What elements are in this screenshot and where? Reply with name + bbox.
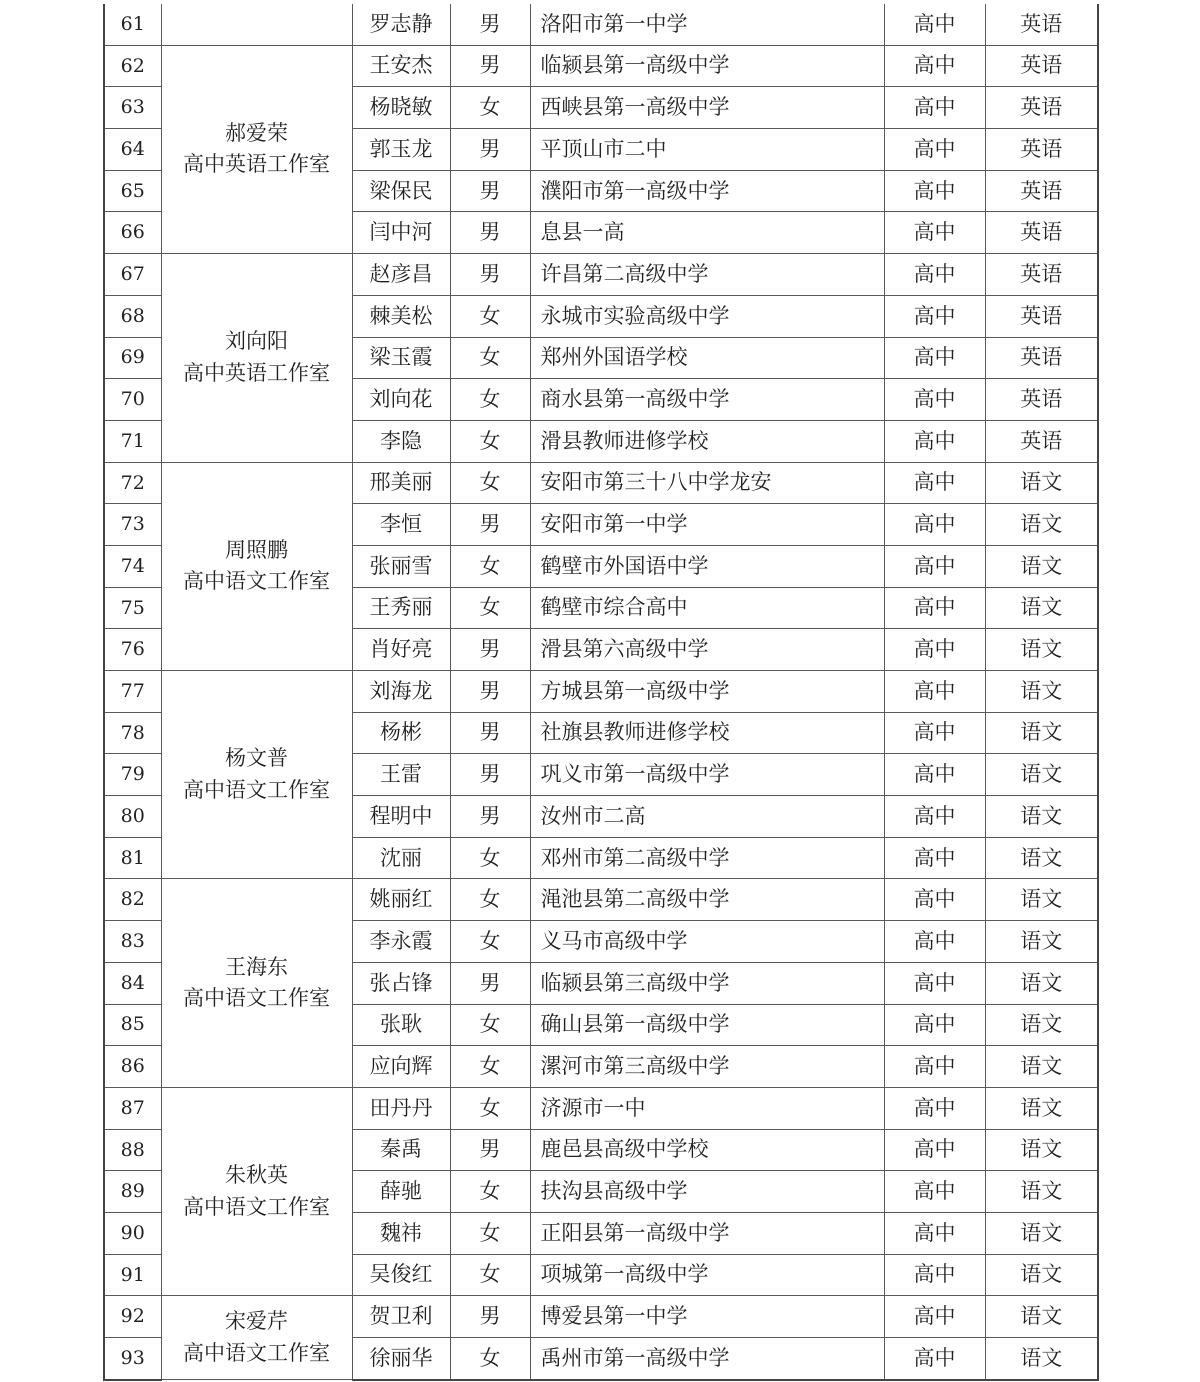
subject-cell: 英语: [985, 45, 1098, 87]
gender-cell: 女: [450, 1004, 530, 1046]
school-level-cell: 高中: [884, 1087, 985, 1129]
row-number-cell: 78: [104, 712, 161, 754]
subject-cell: 语文: [985, 712, 1098, 754]
subject-cell: 语文: [985, 1296, 1098, 1338]
teacher-name-cell: 李永霞: [352, 921, 450, 963]
studio-leader: 杨文普: [225, 746, 288, 771]
subject-cell: 语文: [985, 1046, 1098, 1088]
gender-cell: 男: [450, 671, 530, 713]
studio-cell: [161, 879, 352, 1087]
row-number-cell: 82: [104, 879, 161, 921]
gender-cell: 男: [450, 754, 530, 796]
school-level-cell: 高中: [884, 545, 985, 587]
school-name-cell: 鹤壁市外国语中学: [530, 545, 884, 587]
gender-cell: 男: [450, 962, 530, 1004]
subject-cell: 语文: [985, 504, 1098, 546]
gender-cell: 男: [450, 254, 530, 296]
studio-title: 高中英语工作室: [183, 360, 330, 385]
gender-cell: 女: [450, 1087, 530, 1129]
school-name-cell: 郑州外国语学校: [530, 337, 884, 379]
school-name-cell: 正阳县第一高级中学: [530, 1212, 884, 1254]
subject-cell: 语文: [985, 1004, 1098, 1046]
table-row: [104, 671, 1098, 713]
teacher-name-cell: 魏祎: [352, 1212, 450, 1254]
subject-cell: 语文: [985, 921, 1098, 963]
teacher-name-cell: 郭玉龙: [352, 129, 450, 171]
gender-cell: 男: [450, 796, 530, 838]
teacher-name-cell: 邢美丽: [352, 462, 450, 504]
gender-cell: 女: [450, 1046, 530, 1088]
gender-cell: 男: [450, 1129, 530, 1171]
subject-cell: 语文: [985, 796, 1098, 838]
school-level-cell: 高中: [884, 254, 985, 296]
gender-cell: 男: [450, 712, 530, 754]
row-number-cell: 64: [104, 129, 161, 171]
teacher-name-cell: 程明中: [352, 796, 450, 838]
school-name-cell: 商水县第一高级中学: [530, 379, 884, 421]
subject-cell: 英语: [985, 254, 1098, 296]
school-name-cell: 永城市实验高级中学: [530, 295, 884, 337]
studio-leader: 朱秋英: [225, 1163, 288, 1188]
subject-cell: 语文: [985, 1212, 1098, 1254]
subject-cell: 英语: [985, 295, 1098, 337]
teacher-name-cell: 杨晓敏: [352, 87, 450, 129]
school-name-cell: 社旗县教师进修学校: [530, 712, 884, 754]
row-number-cell: 87: [104, 1087, 161, 1129]
teacher-name-cell: 张占锋: [352, 962, 450, 1004]
school-name-cell: 济源市一中: [530, 1087, 884, 1129]
school-name-cell: 汝州市二高: [530, 796, 884, 838]
studio-leader: 刘向阳: [225, 329, 288, 354]
school-level-cell: 高中: [884, 420, 985, 462]
school-level-cell: 高中: [884, 462, 985, 504]
teacher-name-cell: 王安杰: [352, 45, 450, 87]
school-name-cell: 扶沟县高级中学: [530, 1171, 884, 1213]
gender-cell: 男: [450, 129, 530, 171]
school-name-cell: 西峡县第一高级中学: [530, 87, 884, 129]
row-number-cell: 66: [104, 212, 161, 254]
gender-cell: 男: [450, 45, 530, 87]
teacher-name-cell: 闫中河: [352, 212, 450, 254]
school-level-cell: 高中: [884, 1338, 985, 1380]
gender-cell: 女: [450, 337, 530, 379]
subject-cell: 语文: [985, 754, 1098, 796]
gender-cell: 女: [450, 1171, 530, 1213]
school-name-cell: 临颍县第一高级中学: [530, 45, 884, 87]
school-level-cell: 高中: [884, 962, 985, 1004]
school-level-cell: 高中: [884, 504, 985, 546]
table-row: [104, 254, 1098, 296]
school-name-cell: 博爱县第一中学: [530, 1296, 884, 1338]
gender-cell: 女: [450, 1338, 530, 1380]
school-level-cell: 高中: [884, 1129, 985, 1171]
school-name-cell: 项城第一高级中学: [530, 1254, 884, 1296]
teacher-name-cell: 田丹丹: [352, 1087, 450, 1129]
studio-cell: [161, 671, 352, 879]
studio-title: 高中语文工作室: [183, 569, 330, 594]
teacher-name-cell: 贺卫利: [352, 1296, 450, 1338]
row-number-cell: 74: [104, 545, 161, 587]
teacher-name-cell: 王秀丽: [352, 587, 450, 629]
subject-cell: 语文: [985, 1338, 1098, 1380]
school-name-cell: 确山县第一高级中学: [530, 1004, 884, 1046]
teacher-name-cell: 棘美松: [352, 295, 450, 337]
school-name-cell: 禹州市第一高级中学: [530, 1338, 884, 1380]
school-level-cell: 高中: [884, 879, 985, 921]
subject-cell: 语文: [985, 1087, 1098, 1129]
school-level-cell: 高中: [884, 1212, 985, 1254]
subject-cell: 英语: [985, 170, 1098, 212]
school-level-cell: 高中: [884, 1004, 985, 1046]
row-number-cell: 61: [104, 4, 161, 45]
teacher-name-cell: 姚丽红: [352, 879, 450, 921]
gender-cell: 女: [450, 420, 530, 462]
row-number-cell: 91: [104, 1254, 161, 1296]
school-level-cell: 高中: [884, 129, 985, 171]
gender-cell: 女: [450, 1212, 530, 1254]
gender-cell: 女: [450, 837, 530, 879]
school-name-cell: 巩义市第一高级中学: [530, 754, 884, 796]
school-name-cell: 临颍县第三高级中学: [530, 962, 884, 1004]
school-level-cell: 高中: [884, 712, 985, 754]
row-number-cell: 86: [104, 1046, 161, 1088]
school-level-cell: 高中: [884, 1171, 985, 1213]
gender-cell: 女: [450, 1254, 530, 1296]
row-number-cell: 83: [104, 921, 161, 963]
subject-cell: 英语: [985, 212, 1098, 254]
gender-cell: 男: [450, 504, 530, 546]
school-name-cell: 濮阳市第一高级中学: [530, 170, 884, 212]
school-name-cell: 安阳市第三十八中学龙安: [530, 462, 884, 504]
teacher-name-cell: 肖好亮: [352, 629, 450, 671]
school-level-cell: 高中: [884, 671, 985, 713]
row-number-cell: 65: [104, 170, 161, 212]
gender-cell: 男: [450, 170, 530, 212]
gender-cell: 男: [450, 212, 530, 254]
row-number-cell: 79: [104, 754, 161, 796]
table-row: [104, 1087, 1098, 1129]
teacher-name-cell: 赵彦昌: [352, 254, 450, 296]
school-level-cell: 高中: [884, 212, 985, 254]
school-name-cell: 息县一高: [530, 212, 884, 254]
school-name-cell: 渑池县第二高级中学: [530, 879, 884, 921]
row-number-cell: 84: [104, 962, 161, 1004]
teacher-name-cell: 杨彬: [352, 712, 450, 754]
subject-cell: 语文: [985, 1129, 1098, 1171]
row-number-cell: 88: [104, 1129, 161, 1171]
row-number-cell: 70: [104, 379, 161, 421]
teacher-name-cell: 刘向花: [352, 379, 450, 421]
school-name-cell: 鹿邑县高级中学校: [530, 1129, 884, 1171]
studio-title: 高中英语工作室: [183, 152, 330, 177]
teacher-name-cell: 王雷: [352, 754, 450, 796]
school-name-cell: 滑县教师进修学校: [530, 420, 884, 462]
subject-cell: 语文: [985, 1171, 1098, 1213]
gender-cell: 男: [450, 629, 530, 671]
row-number-cell: 81: [104, 837, 161, 879]
subject-cell: 语文: [985, 462, 1098, 504]
school-level-cell: 高中: [884, 921, 985, 963]
teacher-name-cell: 罗志静: [352, 4, 450, 45]
gender-cell: 男: [450, 4, 530, 45]
row-number-cell: 73: [104, 504, 161, 546]
studio-title: 高中语文工作室: [183, 986, 330, 1011]
gender-cell: 女: [450, 587, 530, 629]
school-name-cell: 平顶山市二中: [530, 129, 884, 171]
school-name-cell: 安阳市第一中学: [530, 504, 884, 546]
subject-cell: 英语: [985, 87, 1098, 129]
studio-title: 高中语文工作室: [183, 1340, 330, 1365]
studio-title: 高中语文工作室: [183, 777, 330, 802]
studio-cell: [161, 1296, 352, 1380]
studio-title: 高中语文工作室: [183, 1194, 330, 1219]
row-number-cell: 67: [104, 254, 161, 296]
subject-cell: 英语: [985, 337, 1098, 379]
subject-cell: 语文: [985, 837, 1098, 879]
teacher-name-cell: 徐丽华: [352, 1338, 450, 1380]
row-number-cell: 62: [104, 45, 161, 87]
roster-table: [103, 4, 1099, 1381]
row-number-cell: 90: [104, 1212, 161, 1254]
row-number-cell: 85: [104, 1004, 161, 1046]
studio-leader: 宋爱芹: [225, 1309, 288, 1334]
studio-cell: [161, 462, 352, 670]
teacher-name-cell: 张耿: [352, 1004, 450, 1046]
school-level-cell: 高中: [884, 1296, 985, 1338]
row-number-cell: 71: [104, 420, 161, 462]
studio-leader: 王海东: [225, 954, 288, 979]
school-level-cell: 高中: [884, 379, 985, 421]
subject-cell: 英语: [985, 4, 1098, 45]
school-level-cell: 高中: [884, 629, 985, 671]
teacher-name-cell: 李恒: [352, 504, 450, 546]
teacher-name-cell: 秦禹: [352, 1129, 450, 1171]
school-level-cell: 高中: [884, 87, 985, 129]
school-level-cell: 高中: [884, 337, 985, 379]
table-row: [104, 462, 1098, 504]
subject-cell: 英语: [985, 420, 1098, 462]
subject-cell: 英语: [985, 129, 1098, 171]
row-number-cell: 77: [104, 671, 161, 713]
school-name-cell: 洛阳市第一中学: [530, 4, 884, 45]
school-name-cell: 滑县第六高级中学: [530, 629, 884, 671]
studio-cell: [161, 1087, 352, 1295]
school-name-cell: 方城县第一高级中学: [530, 671, 884, 713]
school-level-cell: 高中: [884, 295, 985, 337]
table-row: [104, 4, 1098, 45]
teacher-name-cell: 应向辉: [352, 1046, 450, 1088]
studio-cell: [161, 254, 352, 462]
studio-cell: [161, 45, 352, 253]
school-name-cell: 鹤壁市综合高中: [530, 587, 884, 629]
gender-cell: 女: [450, 879, 530, 921]
gender-cell: 女: [450, 295, 530, 337]
school-name-cell: 漯河市第三高级中学: [530, 1046, 884, 1088]
gender-cell: 女: [450, 462, 530, 504]
school-name-cell: 义马市高级中学: [530, 921, 884, 963]
subject-cell: 语文: [985, 962, 1098, 1004]
school-level-cell: 高中: [884, 587, 985, 629]
row-number-cell: 68: [104, 295, 161, 337]
subject-cell: 语文: [985, 879, 1098, 921]
teacher-name-cell: 梁保民: [352, 170, 450, 212]
school-level-cell: 高中: [884, 170, 985, 212]
school-level-cell: 高中: [884, 796, 985, 838]
gender-cell: 女: [450, 545, 530, 587]
row-number-cell: 75: [104, 587, 161, 629]
teacher-name-cell: 沈丽: [352, 837, 450, 879]
studio-cell: [161, 4, 352, 45]
row-number-cell: 92: [104, 1296, 161, 1338]
teacher-name-cell: 薛驰: [352, 1171, 450, 1213]
row-number-cell: 63: [104, 87, 161, 129]
table-row: [104, 45, 1098, 87]
teacher-name-cell: 梁玉霞: [352, 337, 450, 379]
school-name-cell: 许昌第二高级中学: [530, 254, 884, 296]
row-number-cell: 89: [104, 1171, 161, 1213]
school-level-cell: 高中: [884, 1254, 985, 1296]
subject-cell: 语文: [985, 629, 1098, 671]
school-level-cell: 高中: [884, 1046, 985, 1088]
row-number-cell: 69: [104, 337, 161, 379]
school-level-cell: 高中: [884, 4, 985, 45]
table-row: [104, 1296, 1098, 1338]
teacher-name-cell: 张丽雪: [352, 545, 450, 587]
subject-cell: 语文: [985, 671, 1098, 713]
table-row: [104, 879, 1098, 921]
subject-cell: 英语: [985, 379, 1098, 421]
subject-cell: 语文: [985, 587, 1098, 629]
row-number-cell: 93: [104, 1338, 161, 1380]
school-name-cell: 邓州市第二高级中学: [530, 837, 884, 879]
gender-cell: 女: [450, 921, 530, 963]
teacher-name-cell: 刘海龙: [352, 671, 450, 713]
teacher-name-cell: 李隐: [352, 420, 450, 462]
school-level-cell: 高中: [884, 837, 985, 879]
studio-leader: 周照鹏: [225, 537, 288, 562]
teacher-name-cell: 吴俊红: [352, 1254, 450, 1296]
subject-cell: 语文: [985, 545, 1098, 587]
studio-leader: 郝爱荣: [225, 120, 288, 145]
school-level-cell: 高中: [884, 45, 985, 87]
row-number-cell: 72: [104, 462, 161, 504]
roster-body: [104, 4, 1098, 1380]
row-number-cell: 80: [104, 796, 161, 838]
gender-cell: 女: [450, 379, 530, 421]
school-level-cell: 高中: [884, 754, 985, 796]
gender-cell: 男: [450, 1296, 530, 1338]
row-number-cell: 76: [104, 629, 161, 671]
subject-cell: 语文: [985, 1254, 1098, 1296]
gender-cell: 女: [450, 87, 530, 129]
